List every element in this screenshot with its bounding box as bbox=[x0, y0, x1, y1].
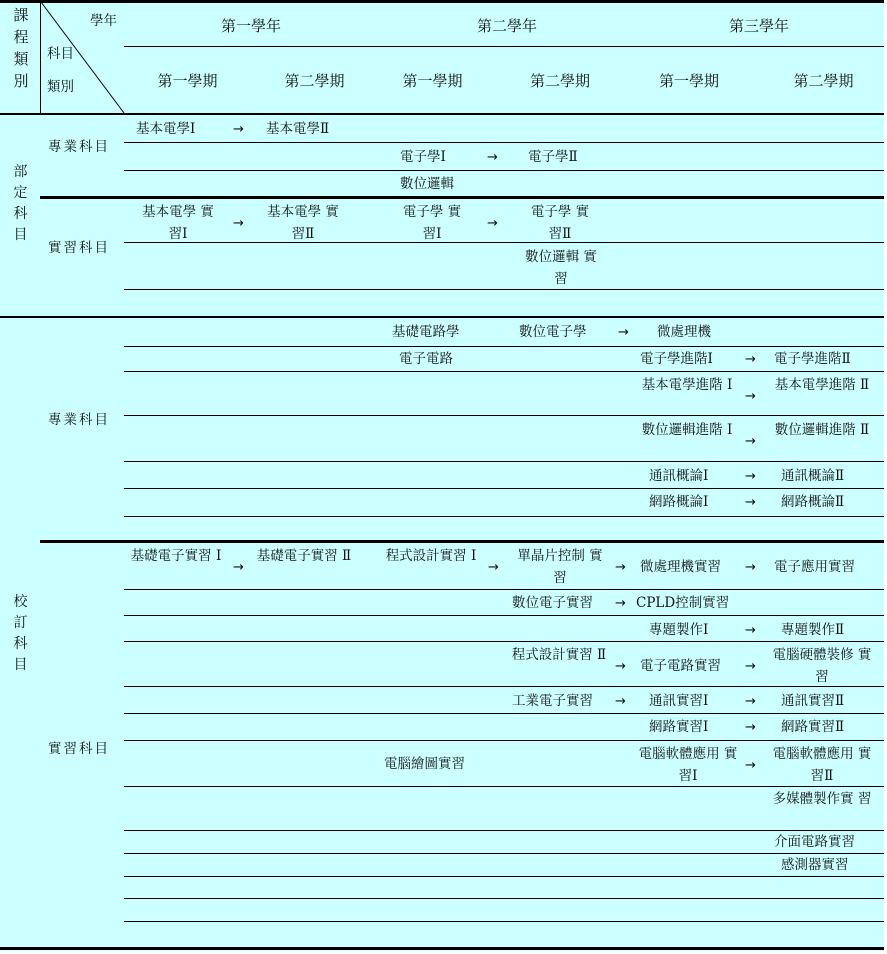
course-cell: 電子電路 bbox=[399, 351, 453, 367]
arrow-icon: → bbox=[615, 596, 626, 611]
course-cell: 感測器實習 bbox=[781, 857, 849, 873]
semester-header: 第一學期 bbox=[157, 72, 218, 90]
course-cell: 程式設計實習 Ⅱ bbox=[511, 647, 607, 663]
course-cell: 基礎電子實習 Ⅱ bbox=[256, 548, 352, 564]
course-cell: 單晶片控制 實習 bbox=[517, 548, 603, 586]
arrow-icon: → bbox=[745, 659, 756, 674]
course-cell: 基本電學Ⅰ bbox=[136, 121, 196, 137]
ministry-section-label: 部定科目 bbox=[13, 164, 28, 243]
course-cell: 介面電路實習 bbox=[774, 834, 855, 850]
year-2-header: 第二學年 bbox=[476, 17, 537, 35]
course-cell: 通訊概論Ⅰ bbox=[649, 468, 709, 484]
arrow-icon: → bbox=[745, 352, 756, 367]
type-header-label: 類別 bbox=[47, 79, 74, 95]
category-header: 課程類別 bbox=[13, 6, 29, 90]
school-section-label: 校訂科目 bbox=[13, 594, 28, 673]
course-cell: 基礎電子實習 Ⅰ bbox=[130, 548, 222, 564]
course-cell: CPLD控制實習 bbox=[636, 595, 730, 611]
arrow-icon: → bbox=[745, 434, 756, 449]
arrow-icon: → bbox=[615, 560, 626, 575]
course-cell: 電子學Ⅰ bbox=[400, 149, 446, 165]
course-cell: 基本電學 實習Ⅱ bbox=[267, 204, 339, 242]
course-cell: 數位電子實習 bbox=[512, 595, 593, 611]
arrow-icon: → bbox=[233, 122, 244, 137]
course-cell: 基本電學進階 Ⅰ bbox=[641, 377, 733, 393]
course-cell: 微處理機實習 bbox=[640, 559, 721, 575]
course-cell: 電腦軟體應用 實習Ⅱ bbox=[772, 746, 872, 784]
course-cell: 數位電子學 bbox=[519, 324, 587, 340]
course-cell: 電腦軟體應用 實習Ⅰ bbox=[638, 746, 738, 784]
arrow-icon: → bbox=[487, 216, 498, 231]
course-cell: 基本電學進階 Ⅱ bbox=[774, 377, 870, 393]
arrow-icon: → bbox=[745, 720, 756, 735]
course-cell: 電子學 實習Ⅰ bbox=[402, 204, 462, 242]
course-cell: 數位邏輯進階 Ⅱ bbox=[774, 422, 870, 438]
course-cell: 數位邏輯 實習 bbox=[525, 249, 597, 287]
course-cell: 通訊實習Ⅰ bbox=[649, 693, 709, 709]
course-cell: 電子學進階Ⅱ bbox=[774, 351, 851, 367]
semester-header: 第二學期 bbox=[793, 72, 854, 90]
course-cell: 電子學 實習Ⅱ bbox=[530, 204, 590, 242]
course-cell: 微處理機 bbox=[657, 324, 711, 340]
arrow-icon: → bbox=[233, 560, 244, 575]
semester-header: 第二學期 bbox=[529, 72, 590, 90]
semester-header: 第一學期 bbox=[402, 72, 463, 90]
course-cell: 專題製作Ⅰ bbox=[649, 622, 709, 638]
course-cell: 專題製作Ⅱ bbox=[781, 622, 845, 638]
school-practical-label: 實習科目 bbox=[48, 741, 110, 757]
arrow-icon: → bbox=[487, 150, 498, 165]
semester-header: 第二學期 bbox=[284, 72, 345, 90]
arrow-icon: → bbox=[615, 659, 626, 674]
arrow-icon: → bbox=[745, 623, 756, 638]
course-cell: 工業電子實習 bbox=[512, 693, 593, 709]
course-cell: 數位邏輯 bbox=[400, 176, 454, 192]
course-cell: 電子電路實習 bbox=[640, 658, 721, 674]
course-cell: 程式設計實習 Ⅰ bbox=[385, 548, 477, 564]
course-cell: 多媒體製作實 習 bbox=[772, 791, 872, 807]
school-professional-label: 專業科目 bbox=[48, 412, 110, 428]
course-cell: 基本電學 實習Ⅰ bbox=[142, 204, 214, 242]
course-cell: 網路概論Ⅰ bbox=[649, 494, 709, 510]
arrow-icon: → bbox=[745, 758, 756, 773]
course-cell: 數位邏輯進階 Ⅰ bbox=[641, 422, 733, 438]
arrow-icon: → bbox=[618, 325, 629, 340]
ministry-professional-label: 專業科目 bbox=[48, 139, 110, 155]
course-cell: 通訊實習Ⅱ bbox=[781, 693, 845, 709]
arrow-icon: → bbox=[233, 216, 244, 231]
course-cell: 電子學Ⅱ bbox=[528, 149, 578, 165]
course-cell: 網路概論Ⅱ bbox=[781, 494, 845, 510]
semester-header: 第一學期 bbox=[658, 72, 719, 90]
year-1-header: 第一學年 bbox=[220, 17, 281, 35]
year-3-header: 第三學年 bbox=[728, 17, 789, 35]
arrow-icon: → bbox=[745, 469, 756, 484]
arrow-icon: → bbox=[488, 560, 499, 575]
course-cell: 通訊概論Ⅱ bbox=[781, 468, 845, 484]
arrow-icon: → bbox=[745, 560, 756, 575]
course-cell: 電子學進階Ⅰ bbox=[640, 351, 713, 367]
course-cell: 網路實習Ⅰ bbox=[649, 719, 709, 735]
arrow-icon: → bbox=[745, 495, 756, 510]
arrow-icon: → bbox=[615, 694, 626, 709]
arrow-icon: → bbox=[745, 389, 756, 404]
ministry-practical-label: 實習科目 bbox=[48, 240, 110, 256]
course-cell: 網路實習Ⅱ bbox=[781, 719, 845, 735]
subject-header-label: 科目 bbox=[47, 46, 74, 62]
arrow-icon: → bbox=[745, 694, 756, 709]
course-cell: 基礎電路學 bbox=[392, 324, 460, 340]
course-cell: 電腦繪圖實習 bbox=[384, 756, 465, 772]
course-cell: 電子應用實習 bbox=[774, 559, 855, 575]
course-cell: 基本電學Ⅱ bbox=[266, 121, 330, 137]
course-cell: 電腦硬體裝修 實習 bbox=[772, 647, 872, 685]
year-header-label: 學年 bbox=[90, 13, 117, 29]
